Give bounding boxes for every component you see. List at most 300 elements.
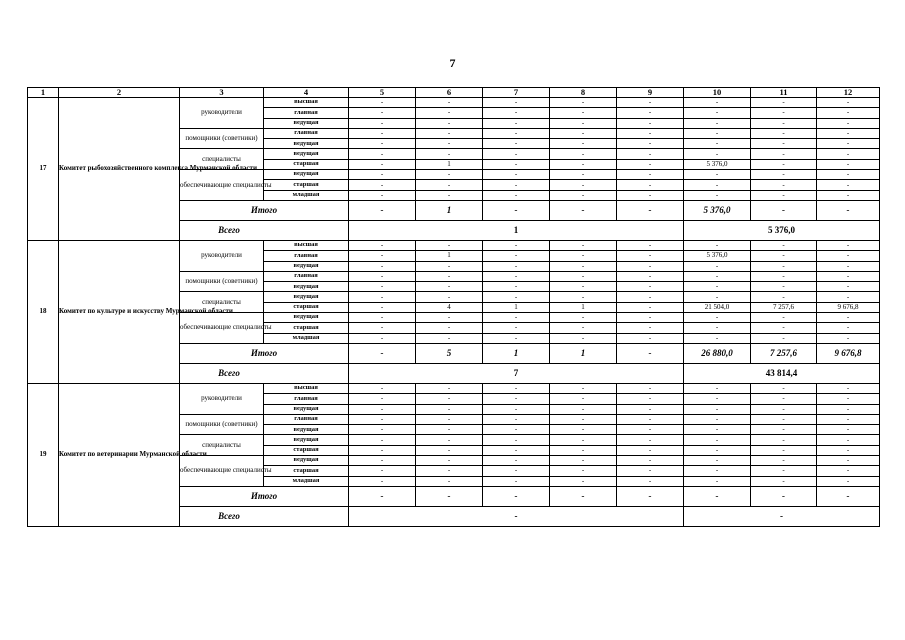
- value-cell: -: [617, 466, 684, 476]
- value-cell: -: [751, 394, 817, 404]
- value-cell: -: [550, 170, 617, 180]
- value-cell: -: [751, 251, 817, 261]
- value-cell: -: [349, 435, 416, 445]
- position-category: специалисты: [180, 292, 264, 313]
- value-cell: -: [550, 190, 617, 200]
- value-cell: -: [817, 282, 880, 292]
- value-cell: -: [349, 271, 416, 281]
- value-cell: -: [416, 323, 483, 333]
- position-level: старшая: [264, 302, 349, 312]
- position-level: высшая: [264, 98, 349, 108]
- column-number: 8: [550, 88, 617, 98]
- value-cell: -: [483, 435, 550, 445]
- total-value: -: [550, 200, 617, 220]
- value-cell: -: [617, 313, 684, 323]
- value-cell: -: [550, 271, 617, 281]
- position-level: главная: [264, 251, 349, 261]
- position-level: ведущая: [264, 118, 349, 128]
- value-cell: -: [751, 118, 817, 128]
- value-cell: -: [416, 404, 483, 414]
- value-cell: -: [483, 128, 550, 138]
- value-cell: -: [751, 271, 817, 281]
- value-cell: -: [684, 108, 751, 118]
- value-cell: -: [751, 466, 817, 476]
- position-level: главная: [264, 108, 349, 118]
- section-number: 17: [28, 98, 59, 241]
- value-cell: -: [684, 445, 751, 455]
- total-value: -: [617, 200, 684, 220]
- value-cell: -: [349, 445, 416, 455]
- value-cell: -: [617, 271, 684, 281]
- organization-name: Комитет по ветеринарии Мурманской области: [59, 383, 180, 526]
- value-cell: -: [817, 271, 880, 281]
- total-value: -: [751, 486, 817, 506]
- total-value: -: [817, 200, 880, 220]
- position-level: старшая: [264, 445, 349, 455]
- value-cell: -: [617, 108, 684, 118]
- value-cell: -: [483, 118, 550, 128]
- value-cell: -: [617, 170, 684, 180]
- value-cell: -: [416, 149, 483, 159]
- value-cell: -: [617, 240, 684, 250]
- value-cell: -: [483, 108, 550, 118]
- value-cell: -: [416, 271, 483, 281]
- value-cell: 1: [550, 302, 617, 312]
- value-cell: -: [751, 425, 817, 435]
- value-cell: -: [751, 476, 817, 486]
- value-cell: 1: [416, 159, 483, 169]
- position-level: ведущая: [264, 456, 349, 466]
- value-cell: -: [349, 476, 416, 486]
- column-number: 7: [483, 88, 550, 98]
- total-label: Итого: [180, 343, 349, 363]
- total-value: -: [483, 486, 550, 506]
- value-cell: -: [751, 240, 817, 250]
- value-cell: -: [483, 425, 550, 435]
- section-number: 19: [28, 383, 59, 526]
- grand-label: Всего: [180, 363, 349, 383]
- value-cell: -: [349, 466, 416, 476]
- value-cell: -: [483, 333, 550, 343]
- position-level: старшая: [264, 180, 349, 190]
- value-cell: -: [416, 190, 483, 200]
- value-cell: -: [751, 313, 817, 323]
- position-level: ведущая: [264, 425, 349, 435]
- value-cell: -: [817, 394, 880, 404]
- value-cell: -: [684, 149, 751, 159]
- position-level: ведущая: [264, 149, 349, 159]
- position-category: руководители: [180, 98, 264, 129]
- value-cell: -: [817, 98, 880, 108]
- value-cell: -: [751, 333, 817, 343]
- value-cell: -: [617, 139, 684, 149]
- value-cell: -: [349, 302, 416, 312]
- value-cell: 9 676,8: [817, 302, 880, 312]
- total-value: 7 257,6: [751, 343, 817, 363]
- value-cell: -: [751, 98, 817, 108]
- value-cell: -: [817, 445, 880, 455]
- value-cell: -: [483, 261, 550, 271]
- value-cell: -: [817, 170, 880, 180]
- value-cell: -: [416, 98, 483, 108]
- value-cell: -: [550, 282, 617, 292]
- value-cell: -: [617, 118, 684, 128]
- value-cell: -: [751, 170, 817, 180]
- position-level: ведущая: [264, 404, 349, 414]
- value-cell: -: [684, 282, 751, 292]
- total-value: -: [817, 486, 880, 506]
- value-cell: -: [751, 383, 817, 393]
- value-cell: -: [684, 271, 751, 281]
- position-row: [28, 98, 880, 108]
- value-cell: -: [617, 282, 684, 292]
- value-cell: -: [817, 159, 880, 169]
- value-cell: -: [751, 404, 817, 414]
- position-category: помощники (советники): [180, 271, 264, 292]
- value-cell: -: [349, 261, 416, 271]
- value-cell: -: [550, 240, 617, 250]
- value-cell: -: [751, 456, 817, 466]
- total-value: 1: [483, 343, 550, 363]
- position-category: помощники (советники): [180, 128, 264, 149]
- position-level: главная: [264, 394, 349, 404]
- value-cell: -: [684, 292, 751, 302]
- value-cell: -: [817, 108, 880, 118]
- value-cell: -: [617, 128, 684, 138]
- position-level: младшая: [264, 476, 349, 486]
- total-value: -: [684, 486, 751, 506]
- value-cell: -: [817, 118, 880, 128]
- value-cell: -: [751, 435, 817, 445]
- position-level: ведущая: [264, 282, 349, 292]
- value-cell: -: [550, 404, 617, 414]
- value-cell: -: [751, 128, 817, 138]
- position-category: руководители: [180, 240, 264, 271]
- value-cell: -: [817, 435, 880, 445]
- column-number: 12: [817, 88, 880, 98]
- value-cell: -: [550, 466, 617, 476]
- position-level: главная: [264, 271, 349, 281]
- value-cell: 7 257,6: [751, 302, 817, 312]
- position-level: ведущая: [264, 292, 349, 302]
- value-cell: -: [817, 383, 880, 393]
- value-cell: -: [684, 425, 751, 435]
- value-cell: -: [349, 118, 416, 128]
- value-cell: -: [416, 108, 483, 118]
- value-cell: -: [817, 292, 880, 302]
- value-cell: -: [817, 251, 880, 261]
- position-level: младшая: [264, 333, 349, 343]
- value-cell: -: [617, 292, 684, 302]
- value-cell: -: [617, 476, 684, 486]
- value-cell: -: [550, 333, 617, 343]
- value-cell: -: [684, 313, 751, 323]
- value-cell: -: [817, 128, 880, 138]
- page-number: 7: [449, 56, 456, 70]
- value-cell: -: [416, 476, 483, 486]
- value-cell: -: [349, 383, 416, 393]
- value-cell: -: [483, 383, 550, 393]
- value-cell: -: [483, 414, 550, 424]
- value-cell: -: [483, 251, 550, 261]
- value-cell: -: [550, 149, 617, 159]
- value-cell: -: [416, 118, 483, 128]
- position-level: младшая: [264, 190, 349, 200]
- value-cell: -: [349, 456, 416, 466]
- value-cell: -: [550, 251, 617, 261]
- value-cell: -: [349, 394, 416, 404]
- position-category: обеспечивающие специалисты: [180, 456, 264, 487]
- column-number: 4: [264, 88, 349, 98]
- value-cell: -: [817, 425, 880, 435]
- position-level: высшая: [264, 383, 349, 393]
- column-number: 11: [751, 88, 817, 98]
- value-cell: -: [617, 251, 684, 261]
- value-cell: -: [550, 98, 617, 108]
- value-cell: 21 504,0: [684, 302, 751, 312]
- value-cell: -: [416, 394, 483, 404]
- value-cell: -: [817, 180, 880, 190]
- value-cell: -: [483, 271, 550, 281]
- value-cell: -: [550, 128, 617, 138]
- column-number: 3: [180, 88, 264, 98]
- grand-count: -: [349, 506, 684, 526]
- value-cell: -: [483, 466, 550, 476]
- value-cell: -: [751, 445, 817, 455]
- value-cell: -: [684, 190, 751, 200]
- value-cell: -: [817, 476, 880, 486]
- position-level: старшая: [264, 466, 349, 476]
- grand-sum: -: [684, 506, 880, 526]
- value-cell: -: [617, 180, 684, 190]
- value-cell: 1: [416, 251, 483, 261]
- organization-name: Комитет по культуре и искусству Мурманской области: [59, 240, 180, 383]
- total-value: 5 376,0: [684, 200, 751, 220]
- value-cell: -: [349, 313, 416, 323]
- value-cell: -: [550, 476, 617, 486]
- value-cell: -: [416, 139, 483, 149]
- value-cell: -: [349, 414, 416, 424]
- value-cell: -: [349, 323, 416, 333]
- value-cell: -: [684, 333, 751, 343]
- value-cell: -: [617, 404, 684, 414]
- total-value: -: [617, 343, 684, 363]
- value-cell: -: [483, 456, 550, 466]
- value-cell: -: [416, 261, 483, 271]
- value-cell: -: [550, 108, 617, 118]
- value-cell: -: [550, 394, 617, 404]
- value-cell: -: [617, 445, 684, 455]
- value-cell: -: [817, 190, 880, 200]
- value-cell: -: [550, 445, 617, 455]
- position-category: обеспечивающие специалисты: [180, 170, 264, 201]
- value-cell: -: [550, 261, 617, 271]
- value-cell: -: [684, 240, 751, 250]
- value-cell: -: [416, 292, 483, 302]
- value-cell: -: [416, 414, 483, 424]
- value-cell: -: [483, 170, 550, 180]
- value-cell: -: [483, 240, 550, 250]
- grand-sum: 43 814,4: [684, 363, 880, 383]
- position-category: обеспечивающие специалисты: [180, 313, 264, 344]
- total-value: -: [349, 200, 416, 220]
- value-cell: -: [416, 128, 483, 138]
- value-cell: -: [550, 456, 617, 466]
- value-cell: -: [617, 383, 684, 393]
- value-cell: -: [550, 292, 617, 302]
- value-cell: -: [550, 435, 617, 445]
- value-cell: -: [684, 170, 751, 180]
- value-cell: -: [684, 394, 751, 404]
- value-cell: -: [349, 170, 416, 180]
- column-number: 9: [617, 88, 684, 98]
- value-cell: -: [483, 149, 550, 159]
- value-cell: -: [349, 108, 416, 118]
- total-value: 1: [416, 200, 483, 220]
- grand-count: 7: [349, 363, 684, 383]
- value-cell: -: [617, 302, 684, 312]
- value-cell: -: [617, 394, 684, 404]
- value-cell: -: [416, 445, 483, 455]
- value-cell: -: [617, 456, 684, 466]
- position-category: руководители: [180, 383, 264, 414]
- value-cell: -: [550, 313, 617, 323]
- column-number: 1: [28, 88, 59, 98]
- value-cell: -: [817, 149, 880, 159]
- value-cell: -: [684, 180, 751, 190]
- value-cell: -: [817, 414, 880, 424]
- value-cell: -: [617, 414, 684, 424]
- value-cell: 4: [416, 302, 483, 312]
- value-cell: -: [817, 404, 880, 414]
- value-cell: -: [416, 282, 483, 292]
- grand-label: Всего: [180, 506, 349, 526]
- total-value: -: [349, 486, 416, 506]
- value-cell: -: [416, 383, 483, 393]
- total-value: -: [751, 200, 817, 220]
- value-cell: -: [817, 466, 880, 476]
- value-cell: 5 376,0: [684, 251, 751, 261]
- value-cell: -: [483, 313, 550, 323]
- position-category: помощники (советники): [180, 414, 264, 435]
- value-cell: -: [684, 466, 751, 476]
- value-cell: -: [483, 445, 550, 455]
- value-cell: -: [483, 476, 550, 486]
- value-cell: -: [751, 292, 817, 302]
- total-value: 9 676,8: [817, 343, 880, 363]
- staffing-table: [27, 87, 880, 527]
- value-cell: -: [751, 323, 817, 333]
- total-label: Итого: [180, 486, 349, 506]
- value-cell: -: [349, 404, 416, 414]
- value-cell: -: [349, 251, 416, 261]
- value-cell: -: [751, 149, 817, 159]
- value-cell: -: [416, 170, 483, 180]
- value-cell: -: [349, 98, 416, 108]
- value-cell: -: [817, 240, 880, 250]
- value-cell: -: [684, 435, 751, 445]
- position-level: главная: [264, 128, 349, 138]
- column-number: 10: [684, 88, 751, 98]
- value-cell: -: [684, 139, 751, 149]
- value-cell: -: [349, 240, 416, 250]
- value-cell: -: [684, 118, 751, 128]
- value-cell: 1: [483, 302, 550, 312]
- value-cell: -: [751, 180, 817, 190]
- value-cell: -: [617, 149, 684, 159]
- value-cell: -: [483, 394, 550, 404]
- value-cell: -: [550, 159, 617, 169]
- value-cell: -: [751, 282, 817, 292]
- total-value: 1: [550, 343, 617, 363]
- position-level: главная: [264, 414, 349, 424]
- total-value: 5: [416, 343, 483, 363]
- value-cell: -: [684, 98, 751, 108]
- total-value: -: [550, 486, 617, 506]
- value-cell: -: [483, 98, 550, 108]
- grand-sum: 5 376,0: [684, 220, 880, 240]
- value-cell: -: [751, 139, 817, 149]
- value-cell: -: [349, 333, 416, 343]
- position-category: специалисты: [180, 149, 264, 170]
- column-number: 6: [416, 88, 483, 98]
- value-cell: -: [416, 425, 483, 435]
- value-cell: -: [684, 323, 751, 333]
- value-cell: -: [751, 261, 817, 271]
- value-cell: -: [617, 435, 684, 445]
- position-level: высшая: [264, 240, 349, 250]
- position-category: специалисты: [180, 435, 264, 456]
- value-cell: -: [550, 425, 617, 435]
- total-value: -: [617, 486, 684, 506]
- value-cell: -: [684, 456, 751, 466]
- position-row: [28, 383, 880, 393]
- value-cell: -: [684, 404, 751, 414]
- grand-label: Всего: [180, 220, 349, 240]
- value-cell: -: [483, 292, 550, 302]
- value-cell: -: [751, 108, 817, 118]
- position-level: ведущая: [264, 261, 349, 271]
- position-level: ведущая: [264, 170, 349, 180]
- value-cell: -: [416, 466, 483, 476]
- total-value: -: [483, 200, 550, 220]
- column-number: 2: [59, 88, 180, 98]
- total-value: 26 880,0: [684, 343, 751, 363]
- section-number: 18: [28, 240, 59, 383]
- value-cell: -: [751, 159, 817, 169]
- value-cell: -: [617, 190, 684, 200]
- value-cell: -: [550, 383, 617, 393]
- value-cell: -: [817, 456, 880, 466]
- column-number: 5: [349, 88, 416, 98]
- value-cell: -: [483, 180, 550, 190]
- value-cell: -: [684, 383, 751, 393]
- value-cell: -: [817, 313, 880, 323]
- value-cell: -: [349, 149, 416, 159]
- value-cell: -: [483, 323, 550, 333]
- position-level: старшая: [264, 323, 349, 333]
- value-cell: -: [349, 128, 416, 138]
- value-cell: -: [416, 456, 483, 466]
- value-cell: -: [817, 333, 880, 343]
- column-number-row: [28, 88, 880, 98]
- value-cell: -: [483, 139, 550, 149]
- value-cell: -: [416, 240, 483, 250]
- value-cell: -: [684, 414, 751, 424]
- value-cell: -: [416, 180, 483, 190]
- value-cell: -: [416, 435, 483, 445]
- total-value: -: [349, 343, 416, 363]
